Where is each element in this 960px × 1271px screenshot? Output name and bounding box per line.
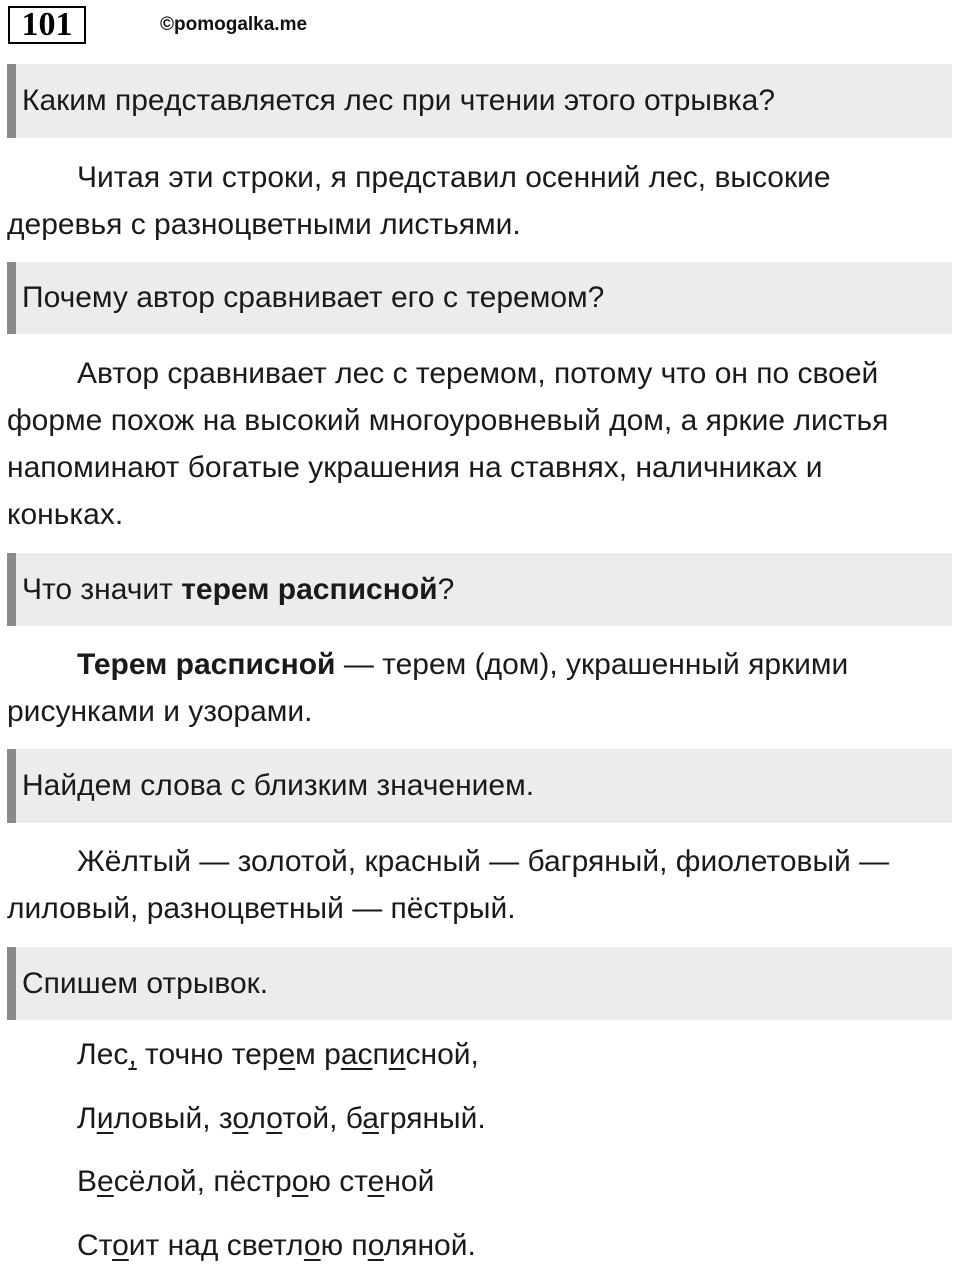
poem-segment: ляной. <box>383 1229 476 1262</box>
poem-line-2 <box>77 1102 486 1136</box>
answer-2: Автор сравнивает лес с теремом, потому что он по своей форме похож на высокий многоуровневый дом, а яркие листья напоминают богатые украшения на ставнях, наличниках и коньках. <box>7 357 889 531</box>
question-3-suffix: ? <box>437 572 455 606</box>
poem-segment: ловый, з <box>113 1102 233 1135</box>
poem-segment: ю ст <box>308 1165 368 1198</box>
question-3 <box>7 553 952 626</box>
poem-segment: той, б <box>282 1102 363 1135</box>
underlined-segment: , <box>128 1038 137 1071</box>
site-watermark: ©pomogalka.me <box>160 14 308 35</box>
underlined-segment: и <box>388 1038 406 1071</box>
question-1-text: Каким представляется лес при чтении этого отрывка? <box>22 84 776 117</box>
question-2-text: Почему автор сравнивает его с теремом? <box>22 281 605 314</box>
underlined-segment: е <box>97 1165 114 1198</box>
underlined-segment: а <box>362 1102 379 1135</box>
poem-segment: сёлой, пёстр <box>113 1165 292 1198</box>
underlined-segment: о <box>112 1229 129 1262</box>
question-5-text: Спишем отрывок. <box>22 966 269 1000</box>
poem-segment: ит над светл <box>128 1229 304 1262</box>
poem-segment: л <box>248 1102 267 1135</box>
poem-segment: ной <box>384 1165 435 1198</box>
poem-line-3 <box>77 1165 434 1199</box>
underlined-segment: о <box>367 1229 384 1262</box>
poem-segment: гряный. <box>378 1102 486 1135</box>
question-2 <box>7 262 952 334</box>
answer-3-definition: — терем (дом), украшенный яркими рисунками и узорами. <box>7 648 849 728</box>
answer-3-term: Терем расписной <box>77 648 336 681</box>
poem-segment: сной, <box>405 1038 479 1071</box>
question-4-text: Найдем слова с близким значением. <box>22 769 535 802</box>
question-3-prefix: Что значит <box>22 572 182 606</box>
underlined-segment: о <box>303 1229 321 1262</box>
underlined-segment: ас <box>340 1038 373 1071</box>
underlined-segment: о <box>291 1165 309 1198</box>
underlined-segment: е <box>367 1165 385 1198</box>
poem-segment: точно тер <box>136 1038 279 1071</box>
poem-segment: Лес <box>77 1038 129 1071</box>
question-4 <box>7 749 952 823</box>
question-5 <box>7 947 952 1020</box>
underlined-segment: о <box>232 1102 249 1135</box>
poem-line-4 <box>77 1229 476 1263</box>
answer-3 <box>7 641 937 735</box>
question-1 <box>7 64 952 138</box>
question-3-text <box>22 573 454 607</box>
poem-segment: Ст <box>77 1229 113 1262</box>
poem-segment: В <box>77 1165 98 1198</box>
poem-line-1 <box>77 1038 479 1072</box>
answer-1: Читая эти строки, я представил осенний лес, высокие деревья с разноцветными листьями. <box>7 161 831 241</box>
underlined-segment: и <box>96 1102 114 1135</box>
answer-4: Жёлтый — золотой, красный — багряный, фиолетовый — лиловый, разноцветный — пёстрый. <box>7 845 890 925</box>
poem-segment: ю п <box>320 1229 368 1262</box>
poem-segment: Л <box>77 1102 97 1135</box>
question-3-term: терем расписной <box>181 572 438 606</box>
underlined-segment: о <box>266 1102 283 1135</box>
poem-segment: м р <box>295 1038 341 1071</box>
page-number: 101 <box>8 6 86 44</box>
underlined-segment: е <box>278 1038 296 1071</box>
poem-segment: п <box>372 1038 389 1071</box>
